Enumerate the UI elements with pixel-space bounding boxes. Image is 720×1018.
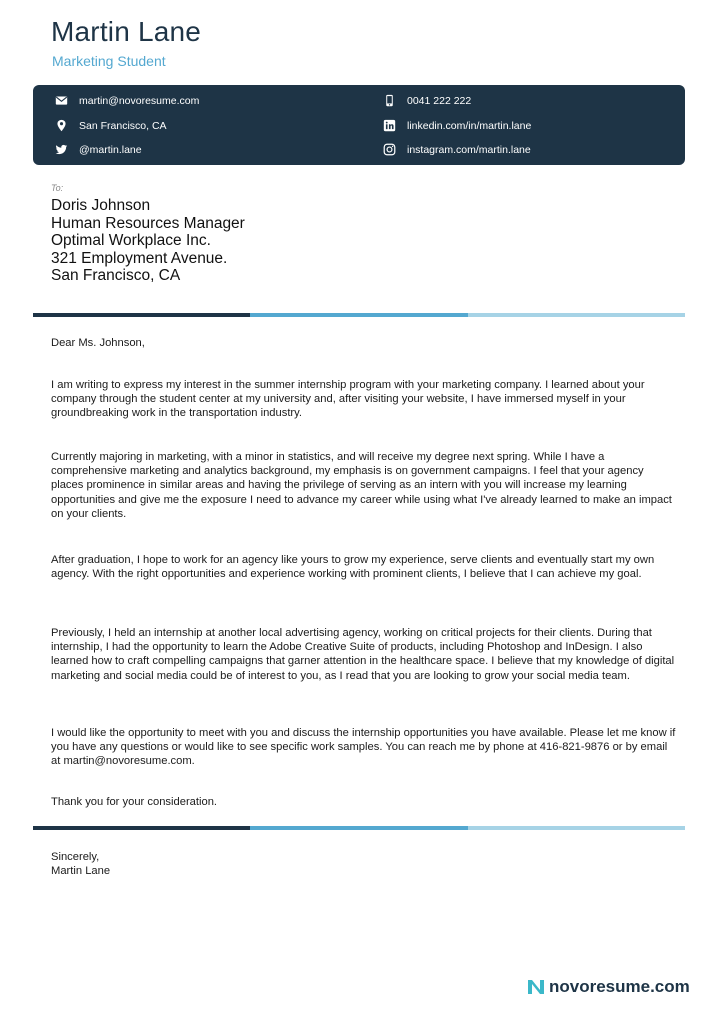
contact-email-text: martin@novoresume.com: [79, 94, 200, 107]
contact-twitter-text: @martin.lane: [79, 143, 142, 156]
linkedin-icon: [383, 119, 396, 132]
contact-phone[interactable]: [383, 94, 471, 107]
phone-icon: [383, 94, 396, 107]
contact-location-text: San Francisco, CA: [79, 119, 167, 132]
letter-paragraph: After graduation, I hope to work for an agency like yours to grow my experience, serve clients and eventually start my own agency. With the right opportunities and experience working with prominent clients, I believe that I can achieve my goal.: [51, 554, 655, 581]
contact-location: [55, 119, 167, 132]
contact-linkedin-text: linkedin.com/in/martin.lane: [407, 119, 532, 132]
mail-icon: [55, 94, 68, 107]
contact-twitter[interactable]: [55, 143, 142, 156]
recipient-company: Optimal Workplace Inc.: [51, 232, 211, 249]
contact-bar: [33, 85, 685, 165]
recipient-title: Human Resources Manager: [51, 214, 245, 232]
contact-phone-text: 0041 222 222: [407, 94, 472, 107]
top-divider: [33, 313, 685, 317]
name-heading: Martin Lane: [51, 16, 202, 47]
instagram-icon: [383, 143, 396, 156]
letter-paragraph: I am writing to express my interest in the summer internship program with your marketing company. I learned about your company through the student center at my university and, after visiting your website, I have immersed myself in your groundbreaking work in the transportation industry.: [51, 379, 645, 420]
novoresume-logo[interactable]: [526, 977, 690, 997]
role-subtitle: Marketing Student: [52, 53, 166, 69]
letter-paragraph: Previously, I held an internship at another local advertising agency, working on critical projects for their clients. During that internship, I had the opportunity to learn the Adobe Creative Suite of products, including Photoshop and InDesign. I also learned how to craft compelling campaigns that garner attention in the healthcare space. I believe that my knowledge of digital marketing and social media could be of interest to you, as I read that you are looking to grow your social media team.: [51, 627, 675, 682]
letter-paragraph: Thank you for your consideration.: [51, 796, 218, 808]
closing: Sincerely,: [51, 851, 100, 863]
salutation: Dear Ms. Johnson,: [51, 337, 145, 349]
to-label: To:: [51, 183, 64, 193]
logo-text: novoresume.com: [549, 977, 690, 996]
contact-instagram[interactable]: [383, 143, 531, 156]
novoresume-logo-icon: [526, 977, 546, 997]
recipient-name: Doris Johnson: [51, 197, 151, 214]
letter-paragraph: Currently majoring in marketing, with a minor in statistics, and will receive my degree next spring. While I have a comprehensive marketing and analytics background, my emphasis is on government campaigns. I feel that your agency places prominence in similar areas and having the privilege of serving as an intern with you will increase my learning opportunities and give me the exposure I need to advance my career while using what I've already learned to make an impact on your clients.: [51, 451, 672, 520]
contact-instagram-text: instagram.com/martin.lane: [407, 143, 531, 156]
recipient-street: 321 Employment Avenue.: [51, 249, 228, 267]
twitter-icon: [55, 143, 68, 156]
signature: Martin Lane: [51, 865, 111, 877]
letter-paragraph: I would like the opportunity to meet with you and discuss the internship opportunities you have available. Please let me know if you have any questions or would like to see specific work samples. You can reach me by phone at 416-821-9876 or by email at martin@novoresume.com.: [51, 727, 676, 768]
contact-linkedin[interactable]: [383, 119, 531, 132]
location-pin-icon: [55, 119, 68, 132]
recipient-city: San Francisco, CA: [51, 267, 181, 284]
bottom-divider: [33, 826, 685, 830]
recipient-block: [51, 197, 245, 285]
contact-email[interactable]: [55, 94, 199, 107]
